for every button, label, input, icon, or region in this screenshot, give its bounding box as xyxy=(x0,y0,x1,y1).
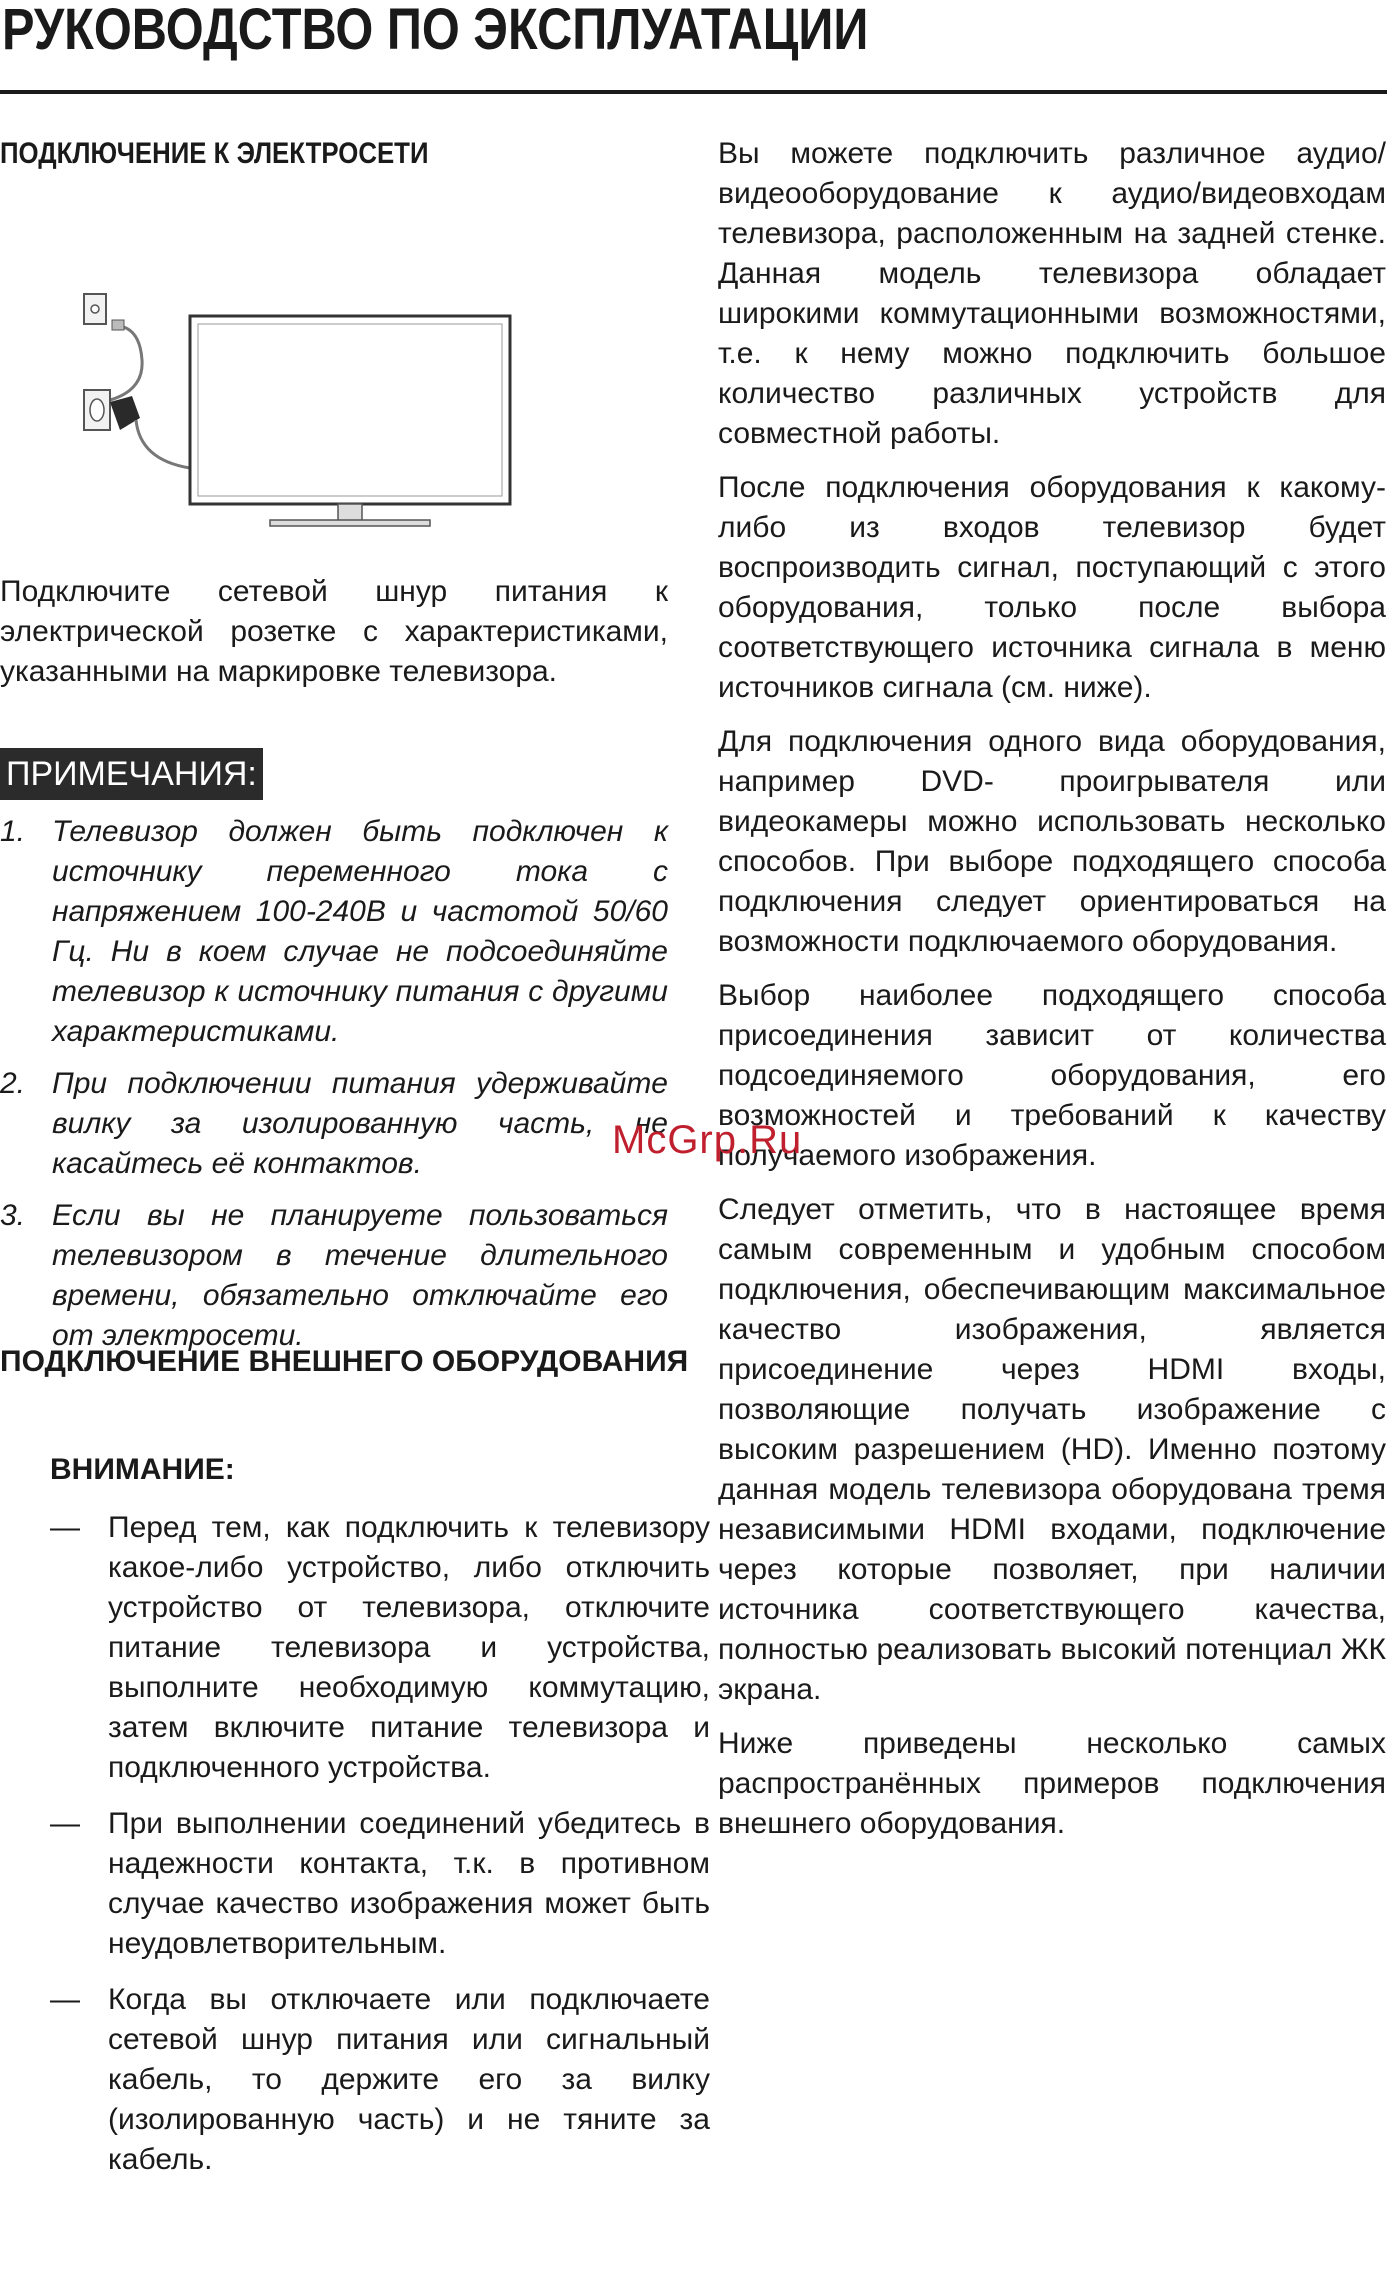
note-text: Если вы не планируете пользоваться телевизором в течение длительного времени, обязательно отключайте его от электросети. xyxy=(52,1199,668,1352)
note-number: 3. xyxy=(0,1199,26,1232)
attention-text: Когда вы отключаете или подключаете сетевой шнур питания или сигнальный кабель, то держите его за вилку (изолированную часть) и не тяните за кабель. xyxy=(108,1983,710,2176)
page-title: РУКОВОДСТВО ПО ЭКСПЛУАТАЦИИ xyxy=(2,0,869,62)
paragraph: Ниже приведены несколько самых распространённых примеров подключения внешнего оборудования. xyxy=(718,1727,1386,1840)
note-text: При подключении питания удерживайте вилку за изолированную часть, не касайтесь её контактов. xyxy=(52,1067,668,1180)
note-item xyxy=(0,1064,668,1184)
power-connection-heading: ПОДКЛЮЧЕНИЕ К ЭЛЕКТРОСЕТИ xyxy=(0,137,429,170)
attention-item xyxy=(50,1508,710,1788)
paragraph: После подключения оборудования к какому-либо из входов телевизор будет воспроизводить сигнал, поступающий с этого оборудования, только после выбора соответствующего источника сигнала в меню источников сигнала (см. ниже). xyxy=(718,471,1386,704)
attention-item xyxy=(50,1980,710,2180)
notes-list xyxy=(0,812,780,1368)
note-item xyxy=(0,1196,668,1356)
power-text-block xyxy=(0,572,668,692)
attention-list xyxy=(50,1508,710,2196)
paragraph: Для подключения одного вида оборудования, например DVD- проигрывателя или видеокамеры можно использовать несколько способов. При выборе подходящего способа подключения следует ориентироваться на возможности подключаемого оборудования. xyxy=(718,725,1386,958)
note-item xyxy=(0,812,668,1052)
paragraph: Вы можете подключить различное аудио/видеооборудование к аудио/видеовходам телевизора, расположенным на задней стенке. Данная модель телевизора обладает широкими коммутационными возможностями, т.е. к нему можно подключить большое количество различных устройств для совместной работы. xyxy=(718,137,1386,450)
dash-bullet: — xyxy=(50,1983,80,2016)
note-number: 1. xyxy=(0,815,26,848)
power-connection-text: Подключите сетевой шнур питания к электрической розетке с характеристиками, указанными на маркировке телевизора. xyxy=(0,575,668,688)
attention-text: Перед тем, как подключить к телевизору какое-либо устройство, либо отключить устройство от телевизора, отключите питание телевизора и устройства, выполните необходимую коммутацию, затем включите питание телевизора и подключенного устройства. xyxy=(108,1511,710,1784)
left-column xyxy=(0,134,780,174)
note-number: 2. xyxy=(0,1067,26,1100)
attention-item xyxy=(50,1804,710,1964)
title-divider xyxy=(0,90,1387,94)
dash-bullet: — xyxy=(50,1807,80,1840)
external-equipment-heading: ПОДКЛЮЧЕНИЕ ВНЕШНЕГО ОБОРУДОВАНИЯ xyxy=(0,1345,689,1378)
note-text: Телевизор должен быть подключен к источнику переменного тока с напряжением 100-240В и частотой 50/60 Гц. Ни в коем случае не подсоединяйте телевизор к источнику питания с другими характеристиками. xyxy=(52,815,668,1048)
paragraph: Выбор наиболее подходящего способа присоединения зависит от количества подсоединяемого оборудования, его возможностей и требований к качеству получаемого изображения. xyxy=(718,979,1386,1172)
right-column xyxy=(718,134,1386,1858)
tv-power-connection-icon xyxy=(80,290,540,540)
watermark: McGrp.Ru xyxy=(612,1118,803,1162)
external-heading-block xyxy=(0,1342,700,1382)
dash-bullet: — xyxy=(50,1511,80,1544)
attention-text: При выполнении соединений убедитесь в надежности контакта, т.к. в противном случае качество изображения может быть неудовлетворительным. xyxy=(108,1807,710,1960)
paragraph: Следует отметить, что в настоящее время самым современным и удобным способом подключения, обеспечивающим максимальное качество изображения, является присоединение через HDMI входы, позволяющие получать изображение с высоким разрешением (HD). Именно поэтому данная модель телевизора оборудована тремя независимыми HDMI входами, подключение через которые позволяет, при наличии источника соответствующего качества, полностью реализовать высокий потенциал ЖК экрана. xyxy=(718,1193,1386,1706)
attention-label: ВНИМАНИЕ: xyxy=(50,1453,235,1486)
notes-label: ПРИМЕЧАНИЯ: xyxy=(0,748,263,800)
